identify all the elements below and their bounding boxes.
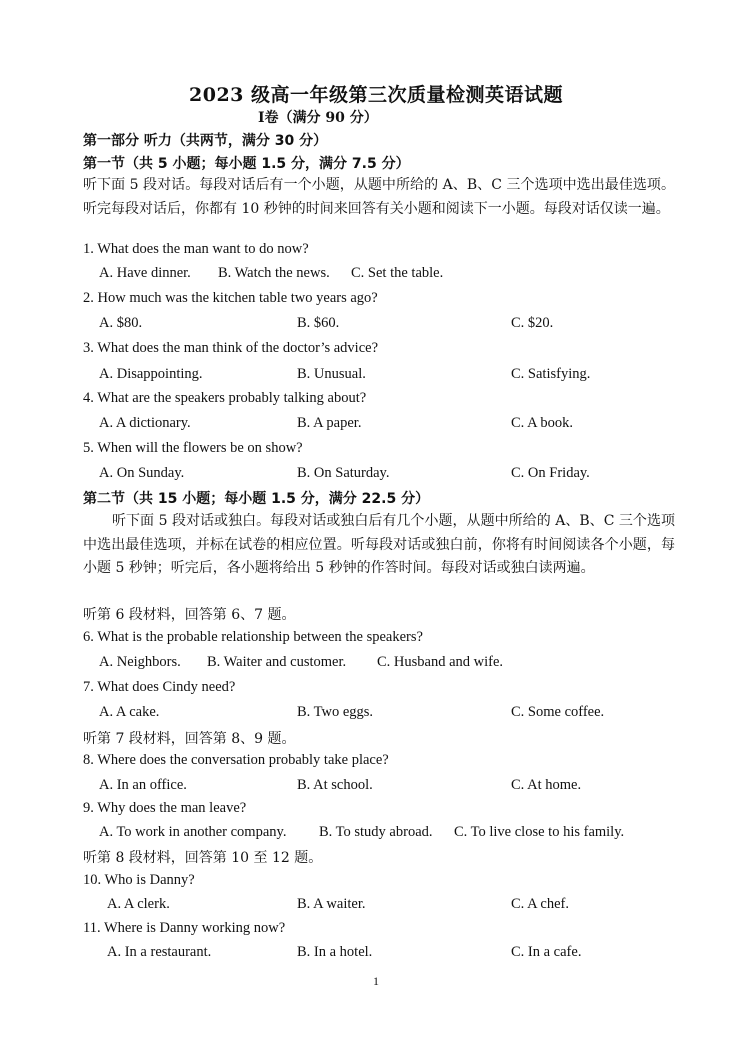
q3-option-c: C. Satisfying. (511, 366, 591, 382)
question-10: 10. Who is Danny? (83, 872, 195, 888)
question-11: 11. Where is Danny working now? (83, 920, 286, 936)
section1-instructions: 听下面 5 段对话。每段对话后有一个小题，从题中所给的 A、B、C 三个选项中选出最佳选项。听完每段对话后，你都有 10 秒钟的时间来回答有关小题和阅读下一小题。每段对话仅读一遍。 (83, 177, 675, 217)
material-6-note: 听第 6 段材料，回答第 6、7 题。 (83, 607, 296, 623)
q6-option-a: A. Neighbors. (99, 654, 181, 670)
q2-option-b: B. $60. (297, 315, 340, 331)
q11-option-c: C. In a cafe. (511, 944, 582, 960)
part1-heading: 第一部分 听力（共两节，满分 30 分） (83, 133, 328, 149)
q5-option-c: C. On Friday. (511, 465, 590, 481)
q8-option-b: B. At school. (297, 777, 373, 793)
q10-option-c: C. A chef. (511, 896, 569, 912)
exam-subtitle: Ⅰ卷（满分 90 分） (258, 110, 378, 126)
section1-heading: 第一节（共 5 小题；每小题 1.5 分，满分 7.5 分） (83, 156, 410, 172)
q1-option-b: B. Watch the news. (218, 265, 330, 281)
q6-option-c: C. Husband and wife. (377, 654, 504, 670)
q3-option-a: A. Disappointing. (99, 366, 203, 382)
q9-option-b: B. To study abroad. (319, 824, 433, 840)
question-8: 8. Where does the conversation probably take place? (83, 752, 389, 768)
q4-option-b: B. A paper. (297, 415, 362, 431)
q5-option-b: B. On Saturday. (297, 465, 390, 481)
q9-option-c: C. To live close to his family. (454, 824, 625, 840)
exam-title: 2023 级高一年级第三次质量检测英语试题 (189, 84, 563, 106)
q8-option-a: A. In an office. (99, 777, 187, 793)
q3-option-b: B. Unusual. (297, 366, 366, 382)
page-number: 1 (373, 974, 379, 988)
material-7-note: 听第 7 段材料，回答第 8、9 题。 (83, 731, 296, 747)
section2-heading: 第二节（共 15 小题；每小题 1.5 分，满分 22.5 分） (83, 491, 430, 507)
q10-option-a: A. A clerk. (107, 896, 170, 912)
q11-option-b: B. In a hotel. (297, 944, 373, 960)
q7-option-a: A. A cake. (99, 704, 160, 720)
q2-option-a: A. $80. (99, 315, 143, 331)
question-3: 3. What does the man think of the doctor’s advice? (83, 340, 379, 356)
q2-option-c: C. $20. (511, 315, 554, 331)
question-9: 9. Why does the man leave? (83, 800, 247, 816)
question-7: 7. What does Cindy need? (83, 679, 236, 695)
q1-option-a: A. Have dinner. (99, 265, 191, 281)
q9-option-a: A. To work in another company. (99, 824, 287, 840)
question-6: 6. What is the probable relationship between the speakers? (83, 629, 423, 645)
question-2: 2. How much was the kitchen table two years ago? (83, 290, 378, 306)
q8-option-c: C. At home. (511, 777, 582, 793)
q1-option-c: C. Set the table. (351, 265, 444, 281)
section2-instructions: 听下面 5 段对话或独白。每段对话或独白后有几个小题，从题中所给的 A、B、C 三个选项中选出最佳选项，并标在试卷的相应位置。听每段对话或独白前，你将有时间阅读各个小题，每小题 5 秒钟；听完后，各小题将给出 5 秒钟的作答时间。每段对话或独白读两遍。 (83, 513, 675, 576)
q7-option-c: C. Some coffee. (511, 704, 605, 720)
q11-option-a: A. In a restaurant. (107, 944, 212, 960)
material-8-note: 听第 8 段材料，回答第 10 至 12 题。 (83, 850, 323, 866)
q4-option-a: A. A dictionary. (99, 415, 191, 431)
q6-option-b: B. Waiter and customer. (207, 654, 347, 670)
q10-option-b: B. A waiter. (297, 896, 366, 912)
question-4: 4. What are the speakers probably talking about? (83, 390, 367, 406)
question-1: 1. What does the man want to do now? (83, 241, 309, 257)
question-5: 5. When will the flowers be on show? (83, 440, 303, 456)
q7-option-b: B. Two eggs. (297, 704, 374, 720)
q5-option-a: A. On Sunday. (99, 465, 185, 481)
q4-option-c: C. A book. (511, 415, 574, 431)
